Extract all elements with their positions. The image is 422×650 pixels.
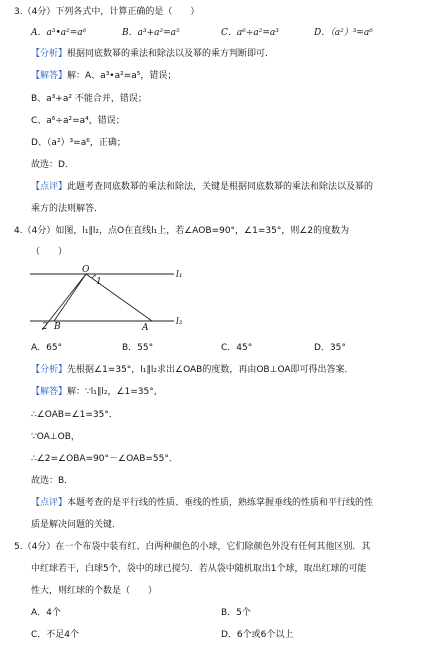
- q4-answer-line: ∴∠OAB=∠1=35°．: [31, 410, 118, 420]
- q4-stem: 4.（4分）如图，l₁∥l₂，点O在直线l₁上，若∠AOB=90°，∠1=35°，则∠2的度数为: [14, 226, 350, 236]
- q4-answer-line: 【解答】解：∵l₁∥l₂，∠1=35°，: [31, 387, 163, 397]
- segment-ob: [54, 274, 86, 321]
- q3-answer-line: 【解答】解：A、a³•a²=a⁵，错误；: [31, 71, 177, 81]
- q3-stem: 3.（4分）下列各式中，计算正确的是（ ）: [14, 7, 200, 17]
- label-a: A: [142, 323, 149, 333]
- q4-analysis: 【分析】先根据∠1=35°，l₁∥l₂求出∠OAB的度数，再由OB⊥OA即可得出答案．: [31, 365, 354, 375]
- q4-answer-line: 故选：B．: [31, 476, 74, 486]
- q3-analysis: 【分析】根据同底数幂的乘法和除法以及幂的乘方判断即可．: [31, 49, 275, 59]
- section-tag: 【分析】: [31, 365, 68, 375]
- q5-stem: 5.（4分）在一个布袋中装有红、白两种颜色的小球，它们除颜色外没有任何其他区别．其: [14, 542, 371, 552]
- parallel-lines-figure: [22, 262, 202, 334]
- q4-comment-cont: 质是解决问题的关键．: [31, 520, 122, 530]
- q3-option-d: D．（a²）³=a⁶: [314, 28, 373, 38]
- q3-option-a: A．a³•a²=a⁶: [31, 28, 87, 38]
- label-l2: l₂: [176, 317, 183, 327]
- q4-option-c: C．45°: [221, 343, 253, 353]
- q5-option-d: D．6个或6个以上: [221, 630, 294, 640]
- section-tag: 【解答】: [31, 71, 68, 81]
- line-through-b: [42, 274, 86, 330]
- section-tag: 【分析】: [31, 49, 68, 59]
- q3-answer-line: D、（a²）³=a⁶，正确；: [31, 138, 126, 148]
- section-tag: 【点评】: [31, 182, 68, 192]
- q4-option-b: B．55°: [122, 343, 154, 353]
- q5-stem-cont: 中红球若干，白球5个，袋中的球已搅匀．若从袋中随机取出1个球，取出红球的可能: [31, 564, 367, 574]
- label-angle-1: 1: [96, 277, 102, 287]
- q4-comment: 【点评】本题考查的是平行线的性质、垂线的性质，熟练掌握垂线的性质和平行线的性: [31, 498, 374, 508]
- q3-option-c: C．a⁶÷a²=a³: [221, 28, 279, 38]
- q4-answer-line: ∴∠2=∠OBA=90°－∠OAB=55°．: [31, 454, 178, 464]
- q3-answer-line: 故选：D．: [31, 160, 74, 170]
- q3-answer-line: B、a³+a² 不能合并，错误；: [31, 94, 147, 104]
- q5-stem-cont: 性大，则红球的个数是（ ）: [31, 586, 158, 596]
- label-l1: l₁: [176, 270, 183, 280]
- q3-answer-line: C、a⁶÷a²=a⁴，错误；: [31, 116, 125, 126]
- q5-option-c: C．不足4个: [31, 630, 80, 640]
- q3-option-b: B．a³+a²=a⁵: [122, 28, 180, 38]
- q5-option-a: A．4个: [31, 608, 61, 618]
- label-angle-2: 2: [42, 322, 48, 332]
- q5-option-b: B．5个: [221, 608, 251, 618]
- q3-comment-cont: 乘方的法则解答．: [31, 204, 104, 214]
- q4-stem-cont: （ ）: [31, 247, 68, 257]
- label-b: B: [54, 322, 61, 332]
- section-tag: 【点评】: [31, 498, 68, 508]
- section-tag: 【解答】: [31, 387, 68, 397]
- q4-option-d: D．35°: [314, 343, 346, 353]
- q4-option-a: A．65°: [31, 343, 63, 353]
- q4-answer-line: ∵OA⊥OB，: [31, 432, 80, 442]
- q3-comment: 【点评】此题考查同底数幂的乘法和除法，关键是根据同底数幂的乘法和除法以及幂的: [31, 182, 374, 192]
- label-o: O: [82, 265, 90, 275]
